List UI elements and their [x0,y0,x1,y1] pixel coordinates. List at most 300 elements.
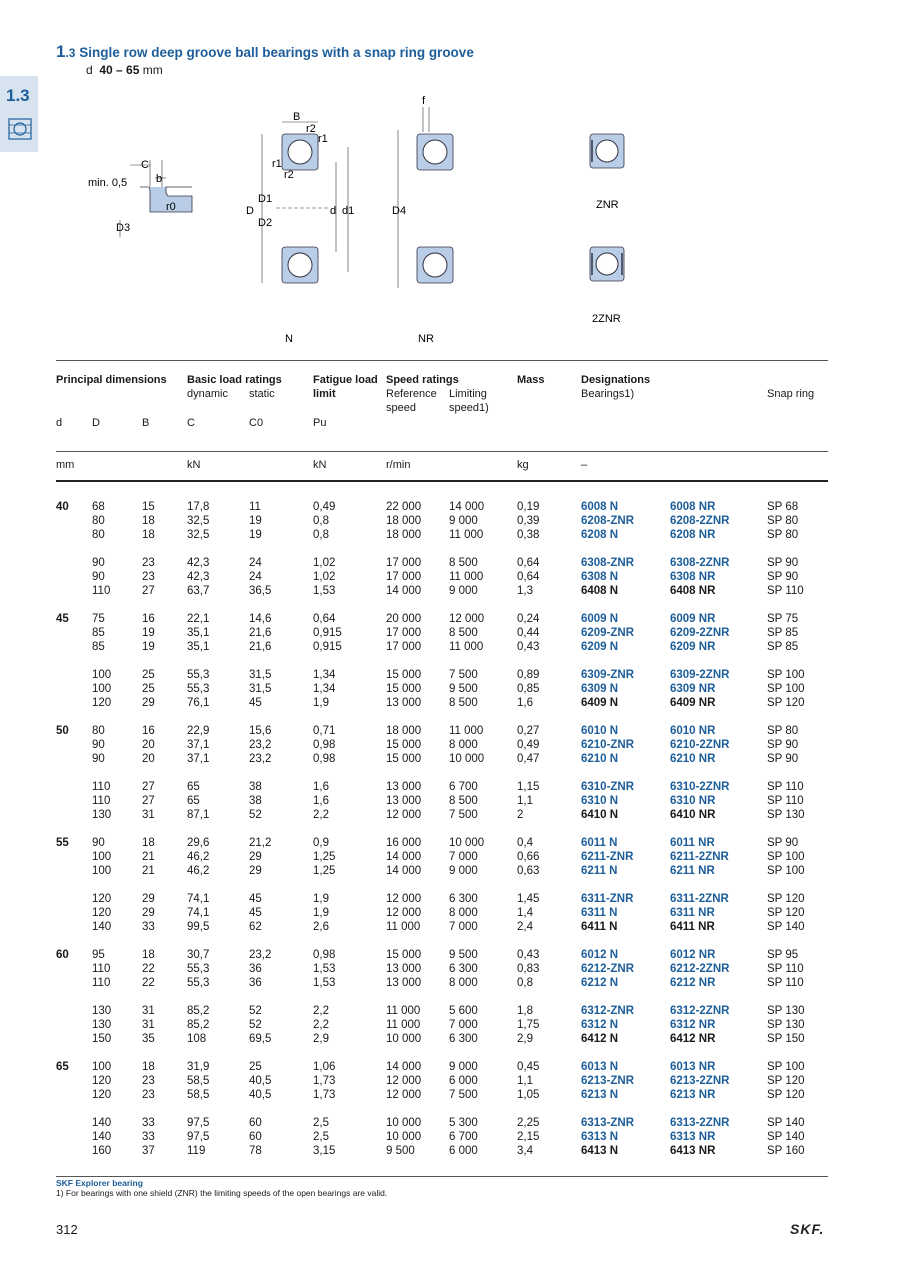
cell-lim: 6 300 [449,963,478,975]
footnote-text: 1) For bearings with one shield (ZNR) the limiting speeds of the open bearings are valid. [56,1188,388,1198]
cell-Pu: 0,49 [313,501,336,513]
cell-mass: 1,8 [517,1005,533,1017]
cell-lim: 14 000 [449,501,485,513]
cell-C: 31,9 [187,1061,210,1073]
cell-Pu: 1,6 [313,795,329,807]
cell-B: 31 [142,1005,155,1017]
cell-b2: 6208 NR [670,529,716,541]
cell-Pu: 1,02 [313,571,336,583]
cell-b2: 6311 NR [670,907,715,919]
cell-b1: 6412 N [581,1033,619,1045]
cell-lim: 5 600 [449,1005,478,1017]
cell-b1: 6011 N [581,837,618,849]
cell-ref: 17 000 [386,571,422,583]
cell-D: 85 [92,641,105,653]
cell-ref: 18 000 [386,515,422,527]
table-bottom-rule [56,1176,828,1177]
cell-lim: 8 500 [449,627,478,639]
cell-B: 23 [142,1075,155,1087]
cell-Pu: 1,9 [313,697,329,709]
cell-D: 110 [92,977,111,989]
symbol-d: d [56,417,63,429]
cell-D: 120 [92,893,112,905]
cell-ref: 14 000 [386,585,422,597]
cell-Pu: 1,9 [313,907,329,919]
cell-snap: SP 68 [767,501,799,513]
cell-b2: 6213 NR [670,1089,716,1101]
cell-Pu: 1,34 [313,669,336,681]
cell-ref: 13 000 [386,977,422,989]
cell-ref: 12 000 [386,809,422,821]
cell-ref: 15 000 [386,949,422,961]
cell-Pu: 0,98 [313,739,336,751]
cell-b1: 6409 N [581,697,619,709]
cell-B: 33 [142,921,155,933]
cell-Pu: 0,71 [313,725,336,737]
cell-mass: 0,47 [517,753,540,765]
cell-b2: 6012 NR [670,949,716,961]
cell-snap: SP 110 [767,963,804,975]
cell-snap: SP 120 [767,1075,805,1087]
cell-b2: 6208-2ZNR [670,515,730,527]
cell-B: 21 [142,865,155,877]
cell-b2: 6312 NR [670,1019,716,1031]
label-B: B [293,111,301,123]
cell-D: 110 [92,781,111,793]
cell-Pu: 2,2 [313,1005,329,1017]
cell-d: 45 [56,613,69,625]
cell-Pu: 0,8 [313,515,329,527]
cell-ref: 13 000 [386,963,422,975]
cell-mass: 0,43 [517,949,540,961]
label-NR: NR [418,333,434,345]
cell-C0: 62 [249,921,262,933]
cell-b1: 6212-ZNR [581,963,635,975]
cell-b2: 6410 NR [670,809,716,821]
cell-b1: 6208-ZNR [581,515,635,527]
unit-dash: – [581,459,588,471]
page-title: 1.3 Single row deep groove ball bearings with a snap ring groove [56,42,474,61]
symbol-D: D [92,417,100,429]
cell-b2: 6210 NR [670,753,716,765]
cell-C: 32,5 [187,515,210,527]
cell-b2: 6308-2ZNR [670,557,730,569]
cell-ref: 18 000 [386,725,422,737]
cell-snap: SP 80 [767,515,799,527]
cell-C0: 24 [249,557,262,569]
cell-lim: 9 000 [449,865,478,877]
cell-lim: 8 000 [449,907,478,919]
cell-b1: 6013 N [581,1061,619,1073]
cell-lim: 10 000 [449,753,485,765]
cell-B: 21 [142,851,155,863]
label-D3: D3 [116,222,131,234]
cell-C0: 11 [249,501,261,513]
cell-ref: 10 000 [386,1033,422,1045]
cell-ref: 11 000 [386,1019,421,1031]
cell-mass: 0,4 [517,837,533,849]
cell-C: 32,5 [187,529,210,541]
cell-Pu: 2,2 [313,809,329,821]
cell-ref: 10 000 [386,1131,422,1143]
cell-b2: 6408 NR [670,585,716,597]
cell-b2: 6013 NR [670,1061,716,1073]
groove-detail [120,160,192,237]
cell-b2: 6413 NR [670,1145,716,1157]
header-bearings: Bearings1) [581,388,635,400]
cell-snap: SP 110 [767,795,804,807]
cell-mass: 1,3 [517,585,533,597]
cell-C0: 38 [249,795,262,807]
cell-C0: 45 [249,907,262,919]
cell-C: 46,2 [187,865,210,877]
cell-C: 97,5 [187,1131,210,1143]
cell-D: 100 [92,865,112,877]
cell-B: 20 [142,739,155,751]
cell-mass: 2,4 [517,921,533,933]
cell-b1: 6308-ZNR [581,557,635,569]
cell-Pu: 2,2 [313,1019,329,1031]
cell-b1: 6209-ZNR [581,627,635,639]
cell-snap: SP 100 [767,683,805,695]
cell-b2: 6308 NR [670,571,716,583]
cell-b2: 6310 NR [670,795,716,807]
cell-B: 35 [142,1033,155,1045]
cell-C: 22,1 [187,613,210,625]
cell-b2: 6211 NR [670,865,715,877]
cell-B: 33 [142,1117,155,1129]
cell-snap: SP 130 [767,1005,805,1017]
label-r1-top: r1 [318,133,328,145]
cell-b1: 6212 N [581,977,619,989]
cell-lim: 9 000 [449,585,478,597]
cell-C0: 36,5 [249,585,272,597]
cell-C: 42,3 [187,571,210,583]
cell-ref: 10 000 [386,1117,422,1129]
cell-D: 100 [92,669,112,681]
cell-lim: 7 500 [449,669,478,681]
cell-b2: 6313-2ZNR [670,1117,730,1129]
bearing-drawings [80,92,660,352]
cell-C: 35,1 [187,641,210,653]
cell-b1: 6309 N [581,683,619,695]
cell-b2: 6310-2ZNR [670,781,730,793]
cell-lim: 6 300 [449,1033,478,1045]
cell-C: 37,1 [187,739,210,751]
cell-snap: SP 90 [767,571,799,583]
cell-ref: 14 000 [386,1061,422,1073]
label-D4: D4 [392,205,407,217]
cell-snap: SP 110 [767,585,804,597]
cell-d: 50 [56,725,69,737]
cell-D: 85 [92,627,105,639]
cell-B: 23 [142,571,155,583]
cell-lim: 8 000 [449,977,478,989]
cell-C0: 24 [249,571,262,583]
cell-Pu: 1,53 [313,585,336,597]
cell-b1: 6312 N [581,1019,619,1031]
cell-B: 22 [142,963,155,975]
cell-C0: 15,6 [249,725,272,737]
label-D2: D2 [258,217,273,229]
cell-Pu: 1,73 [313,1089,336,1101]
cell-Pu: 0,8 [313,529,329,541]
cell-D: 120 [92,1089,112,1101]
cell-b1: 6408 N [581,585,619,597]
cell-ref: 22 000 [386,501,422,513]
cell-snap: SP 90 [767,753,799,765]
cell-C: 108 [187,1033,207,1045]
cell-C0: 25 [249,1061,262,1073]
cell-D: 95 [92,949,105,961]
cell-B: 31 [142,809,155,821]
cell-snap: SP 110 [767,781,804,793]
cell-B: 18 [142,1061,155,1073]
label-D: D [246,205,254,217]
symbol-Pu: Pu [313,417,327,429]
cell-C0: 52 [249,1019,262,1031]
cell-ref: 17 000 [386,641,422,653]
dimension-range: d 40 – 65 mm [86,63,163,77]
cell-D: 90 [92,753,105,765]
cell-ref: 20 000 [386,613,422,625]
cell-C: 22,9 [187,725,210,737]
cell-b2: 6309 NR [670,683,716,695]
cell-lim: 7 500 [449,809,478,821]
cell-ref: 18 000 [386,529,422,541]
cell-Pu: 1,02 [313,557,336,569]
cell-lim: 11 000 [449,529,484,541]
cell-b1: 6209 N [581,641,619,653]
cell-C: 37,1 [187,753,210,765]
cell-b2: 6010 NR [670,725,716,737]
cell-C0: 52 [249,809,262,821]
cell-snap: SP 85 [767,627,799,639]
cell-lim: 6 300 [449,893,478,905]
header-reference: Reference speed [386,388,437,414]
cell-lim: 9 500 [449,949,478,961]
label-C: C [141,159,149,171]
cell-snap: SP 120 [767,893,805,905]
cell-C: 85,2 [187,1019,210,1031]
symbol-C0: C0 [249,417,264,429]
cell-b2: 6312-2ZNR [670,1005,730,1017]
cell-snap: SP 150 [767,1033,805,1045]
cell-b1: 6313-ZNR [581,1117,635,1129]
skf-logo: SKF. [790,1221,825,1237]
cell-lim: 9 500 [449,683,478,695]
cell-mass: 0,66 [517,851,540,863]
header-dynamic: dynamic [187,388,228,400]
cell-b2: 6209 NR [670,641,716,653]
cell-mass: 1,75 [517,1019,540,1031]
cell-Pu: 1,73 [313,1075,336,1087]
cell-C0: 45 [249,697,262,709]
cell-snap: SP 85 [767,641,799,653]
cell-mass: 0,45 [517,1061,540,1073]
cell-mass: 0,49 [517,739,540,751]
cell-lim: 5 300 [449,1117,478,1129]
cell-b2: 6409 NR [670,697,716,709]
cell-D: 140 [92,1131,112,1143]
cell-b1: 6010 N [581,725,619,737]
cell-Pu: 1,25 [313,851,336,863]
cell-C: 55,3 [187,683,210,695]
cell-snap: SP 100 [767,669,805,681]
cell-lim: 12 000 [449,613,485,625]
cell-ref: 17 000 [386,627,422,639]
cell-C0: 21,6 [249,641,272,653]
cell-lim: 10 000 [449,837,485,849]
cell-D: 160 [92,1145,112,1157]
cell-C: 55,3 [187,977,210,989]
cell-mass: 2,25 [517,1117,540,1129]
cell-C0: 21,2 [249,837,272,849]
cell-snap: SP 140 [767,1117,805,1129]
cell-C0: 40,5 [249,1089,272,1101]
cell-b1: 6313 N [581,1131,619,1143]
cell-B: 33 [142,1131,155,1143]
cell-D: 150 [92,1033,112,1045]
cell-b2: 6213-2ZNR [670,1075,730,1087]
label-f: f [422,95,426,107]
cell-C: 55,3 [187,963,210,975]
cell-b1: 6411 N [581,921,618,933]
cell-C0: 19 [249,529,262,541]
cell-snap: SP 140 [767,1131,805,1143]
cell-mass: 1,45 [517,893,540,905]
cell-C: 74,1 [187,907,210,919]
cell-C: 35,1 [187,627,210,639]
cell-D: 68 [92,501,105,513]
header-fatigue: Fatigue load limit [313,374,378,400]
cell-B: 16 [142,725,155,737]
cell-ref: 15 000 [386,683,422,695]
label-d: d [330,205,337,217]
cell-C0: 52 [249,1005,262,1017]
bearing-znr-section [590,134,624,168]
header-mass: Mass [517,374,545,386]
cell-d: 55 [56,837,69,849]
cell-lim: 6 700 [449,1131,478,1143]
cell-D: 120 [92,1075,112,1087]
cell-b1: 6211 N [581,865,618,877]
cell-b2: 6412 NR [670,1033,716,1045]
cell-b1: 6213 N [581,1089,619,1101]
cell-lim: 6 000 [449,1145,478,1157]
bearing-2znr-section [590,247,624,281]
cell-C: 58,5 [187,1075,210,1087]
cell-Pu: 1,53 [313,963,336,975]
cell-lim: 7 000 [449,851,478,863]
cell-ref: 14 000 [386,865,422,877]
cell-mass: 0,64 [517,557,540,569]
cell-D: 90 [92,739,105,751]
cell-b2: 6411 NR [670,921,715,933]
cell-mass: 0,63 [517,865,540,877]
cell-Pu: 1,6 [313,781,329,793]
cell-D: 100 [92,1061,112,1073]
cell-lim: 8 500 [449,557,478,569]
cell-D: 90 [92,837,105,849]
cell-B: 20 [142,753,155,765]
cell-D: 100 [92,851,112,863]
cell-mass: 1,05 [517,1089,540,1101]
cell-lim: 9 000 [449,1061,478,1073]
cell-snap: SP 130 [767,1019,805,1031]
cell-B: 27 [142,781,155,793]
cell-mass: 1,6 [517,697,533,709]
cell-mass: 2 [517,809,524,821]
cell-b1: 6312-ZNR [581,1005,635,1017]
cell-B: 23 [142,557,155,569]
cell-C: 65 [187,781,200,793]
cell-B: 15 [142,501,155,513]
units-rule [56,480,828,482]
cell-b1: 6211-ZNR [581,851,634,863]
cell-b2: 6311-2ZNR [670,893,729,905]
cell-snap: SP 95 [767,949,799,961]
cell-b1: 6012 N [581,949,619,961]
cell-Pu: 2,5 [313,1117,329,1129]
cell-ref: 13 000 [386,781,422,793]
cell-snap: SP 100 [767,865,805,877]
cell-mass: 0,38 [517,529,540,541]
cell-b1: 6308 N [581,571,619,583]
cell-snap: SP 80 [767,529,799,541]
cell-ref: 14 000 [386,851,422,863]
cell-C: 46,2 [187,851,210,863]
unit-kN-load: kN [187,459,201,471]
cell-b1: 6213-ZNR [581,1075,635,1087]
cell-C: 42,3 [187,557,210,569]
cell-mass: 1,4 [517,907,533,919]
cell-mass: 0,83 [517,963,540,975]
cell-C0: 69,5 [249,1033,272,1045]
cell-mass: 0,8 [517,977,533,989]
cell-C0: 23,2 [249,949,272,961]
cell-B: 31 [142,1019,155,1031]
cell-C0: 36 [249,963,262,975]
cell-B: 18 [142,949,155,961]
cell-b2: 6209-2ZNR [670,627,730,639]
cell-B: 27 [142,585,155,597]
cell-C0: 21,6 [249,627,272,639]
cell-lim: 8 500 [449,697,478,709]
cell-snap: SP 120 [767,697,805,709]
cell-C: 76,1 [187,697,210,709]
cell-b1: 6310 N [581,795,619,807]
cell-b1: 6413 N [581,1145,619,1157]
header-principal: Principal dimensions [56,374,167,386]
cell-mass: 0,64 [517,571,540,583]
cell-Pu: 0,98 [313,753,336,765]
cell-D: 110 [92,795,111,807]
cell-Pu: 1,25 [313,865,336,877]
label-r2-top: r2 [306,123,316,135]
cell-B: 16 [142,613,155,625]
cell-C0: 40,5 [249,1075,272,1087]
cell-b2: 6011 NR [670,837,715,849]
cell-C0: 29 [249,851,262,863]
cell-mass: 0,85 [517,683,540,695]
cell-C: 58,5 [187,1089,210,1101]
cell-snap: SP 110 [767,977,804,989]
cell-ref: 12 000 [386,1089,422,1101]
cell-ref: 15 000 [386,739,422,751]
cell-B: 18 [142,515,155,527]
cell-D: 140 [92,1117,112,1129]
